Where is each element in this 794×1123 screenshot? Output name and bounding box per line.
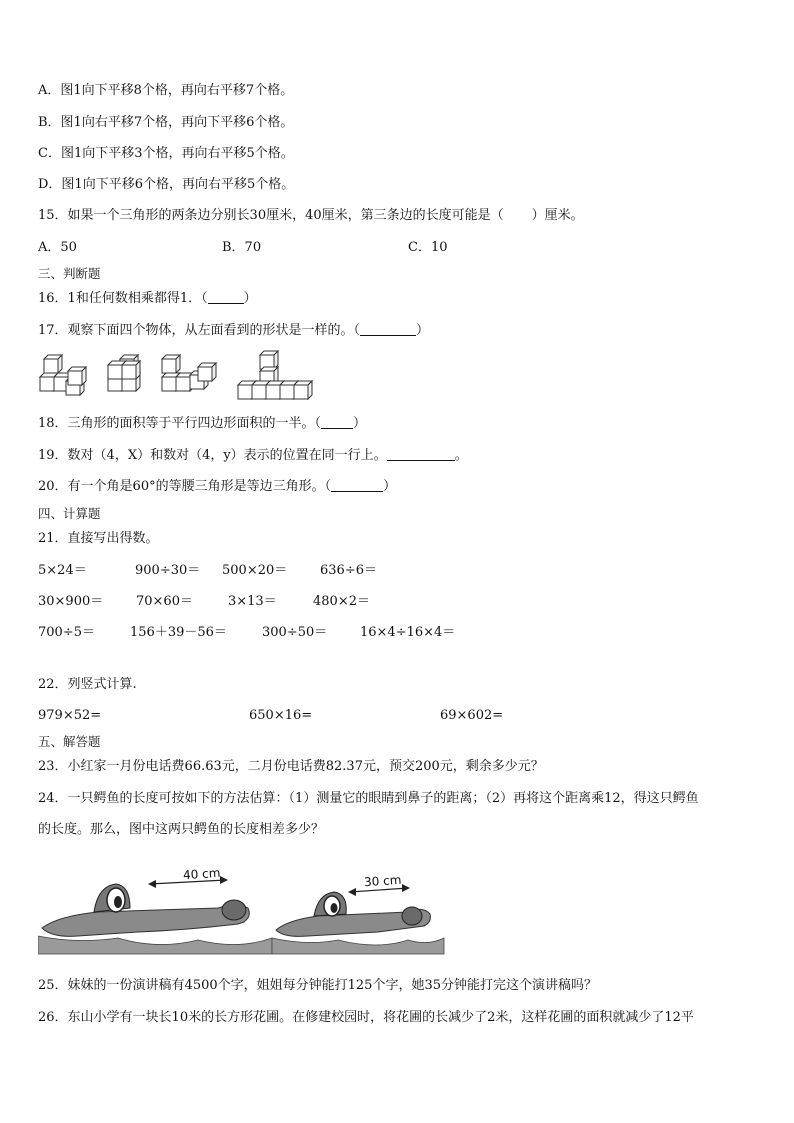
crocodile-2 [272, 884, 444, 954]
q16-close: ） [243, 291, 257, 306]
q21-item: 30×900＝ [38, 594, 104, 609]
q21-item: 636÷6＝ [320, 563, 377, 578]
q17-question [38, 323, 429, 339]
q14-option-b: B．图1向右平移7个格，再向下平移6个格。 [38, 115, 294, 130]
q15-option-c: C．10 [408, 240, 448, 255]
q21-title: 21．直接写出得数。 [38, 531, 159, 546]
q20-answer-blank[interactable] [331, 479, 383, 492]
cube-figure-2 [108, 355, 140, 391]
cube-figure-4 [238, 351, 312, 399]
q17-answer-blank[interactable] [360, 323, 416, 336]
q18-close: ） [353, 416, 367, 431]
q20-question [38, 479, 396, 495]
q19-text: 19．数对（4，X）和数对（4，y）表示的位置在同一行上。 [38, 448, 387, 463]
q21-item: 480×2＝ [313, 594, 370, 609]
q22-item: 650×16= [249, 708, 313, 723]
q21-item: 700÷5＝ [38, 625, 95, 640]
cube-figure-3 [162, 355, 216, 391]
q15-text-after: ）厘米。 [531, 208, 584, 223]
crocodile-2-label: 30 cm [363, 872, 402, 890]
q17-close: ） [416, 323, 430, 338]
section-3-title: 三、判断题 [38, 266, 101, 281]
q24-question-line1: 24．一只鳄鱼的长度可按如下的方法估算：（1）测量它的眼睛到鼻子的距离；（2）再将这个距离乘12，得这只鳄鱼 [38, 791, 699, 806]
q21-item: 300÷50＝ [262, 625, 328, 640]
q14-option-a: A．图1向下平移8个格，再向右平移7个格。 [38, 83, 294, 98]
q24-crocodile-figures [38, 858, 448, 958]
q22-title: 22．列竖式计算. [38, 677, 137, 692]
cube-figure-1 [40, 355, 86, 395]
q14-option-c: C．图1向下平移3个格，再向右平移5个格。 [38, 146, 294, 161]
q23-question: 23．小红家一月份电话费66.63元，二月份电话费82.37元，预交200元，剩余多少元？ [38, 759, 544, 774]
q21-item: 500×20＝ [222, 563, 288, 578]
q21-item: 156＋39－56＝ [130, 625, 227, 640]
q21-item: 16×4÷16×4＝ [360, 625, 456, 640]
q16-question [38, 291, 257, 307]
q15-option-a: A．50 [38, 240, 77, 255]
q25-question: 25．妹妹的一份演讲稿有4500个字，姐姐每分钟能打125个字，她35分钟能打完这个演讲稿吗？ [38, 978, 597, 993]
q17-cube-figures [38, 349, 328, 409]
q18-question [38, 416, 366, 432]
q19-question [38, 448, 468, 464]
section-4-title: 四、计算题 [38, 506, 101, 521]
q16-answer-blank[interactable] [208, 291, 244, 304]
q22-item: 979×52= [38, 708, 102, 723]
crocodile-1 [38, 876, 272, 954]
q22-item: 69×602= [440, 708, 504, 723]
q20-close: ） [383, 479, 397, 494]
crocodile-1-label: 40 cm [182, 865, 221, 883]
q15-text: 15．如果一个三角形的两条边分别长30厘米，40厘米，第三条边的长度可能是（ [38, 208, 504, 223]
q21-item: 900÷30＝ [135, 563, 201, 578]
q26-question: 26．东山小学有一块长10米的长方形花圃。在修建校园时，将花圃的长减少了2米，这样花圃的面积就减少了12平 [38, 1010, 694, 1025]
q21-item: 5×24＝ [38, 563, 87, 578]
q14-option-d: D．图1向下平移6个格，再向右平移5个格。 [38, 177, 295, 192]
q20-text: 20．有一个角是60°的等腰三角形是等边三角形。（ [38, 479, 332, 494]
q15-question [38, 208, 584, 224]
q21-item: 70×60＝ [136, 594, 193, 609]
q18-text: 18．三角形的面积等于平行四边形面积的一半。（ [38, 416, 322, 431]
section-5-title: 五、解答题 [38, 734, 101, 749]
q15-blank[interactable] [504, 209, 532, 221]
q15-option-b: B．70 [222, 240, 262, 255]
q19-answer-blank[interactable] [387, 448, 455, 461]
q17-text: 17．观察下面四个物体，从左面看到的形状是一样的。（ [38, 323, 361, 338]
q18-answer-blank[interactable] [321, 416, 353, 429]
q19-close: 。 [454, 448, 468, 463]
q21-item: 3×13＝ [228, 594, 277, 609]
q16-text: 16．1和任何数相乘都得1．（ [38, 291, 208, 306]
q24-question-line2: 的长度。那么，图中这两只鳄鱼的长度相差多少？ [38, 822, 325, 837]
